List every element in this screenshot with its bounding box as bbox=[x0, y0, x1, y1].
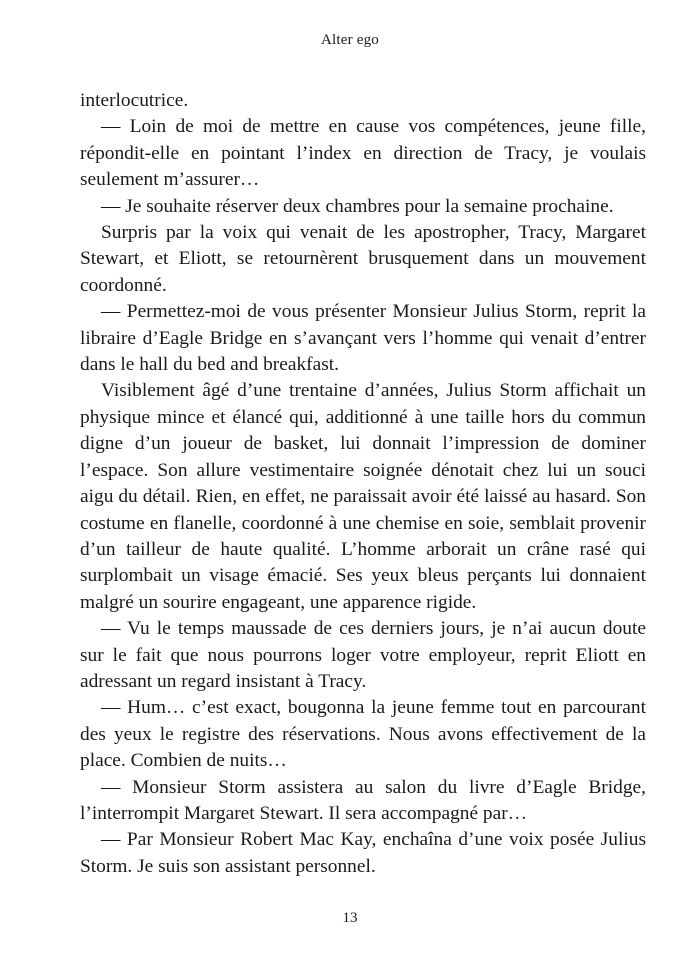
paragraph-narration: Visiblement âgé d’une trentaine d’années, Julius Storm affichait un physique mince et élancé qui, additionné à une taille hors du commun digne d’un joueur de basket, lui donnait l’impression de dominer l’espace. Son allure vestimentaire soignée dénotait chez lui un souci aigu du détail. Rien, en effet, ne paraissait avoir été laissé au hasard. Son costume en flanelle, coordonné à une chemise en soie, semblait provenir d’un tailleur de haute qualité. L’homme arborait un crâne rasé qui surplombait un visage émacié. Ses yeux bleus perçants lui donnaient malgré un sourire engageant, une apparence rigide. bbox=[80, 380, 646, 613]
paragraph-dialogue: — Permettez-moi de vous présenter Monsieur Julius Storm, reprit la libraire d’Eagle Bridge en s’avançant vers l’homme qui venait d’entrer dans le hall du bed and breakfast. bbox=[80, 301, 646, 376]
paragraph-dialogue: — Vu le temps maussade de ces derniers jours, je n’ai aucun doute sur le fait que nous pourrons loger votre employeur, reprit Eliott en adressant un regard insistant à Tracy. bbox=[80, 618, 646, 692]
paragraph-narration: Surpris par la voix qui venait de les apostropher, Tracy, Margaret Stewart, et Eliott, se retournèrent brusquement dans un mouvement coordonné. bbox=[80, 222, 646, 296]
paragraph-dialogue: — Monsieur Storm assistera au salon du livre d’Eagle Bridge, l’interrompit Margaret Stewart. Il sera accompagné par… bbox=[80, 776, 646, 824]
running-header: Alter ego bbox=[320, 32, 380, 48]
paragraph-continuation: interlocutrice. bbox=[80, 90, 189, 111]
paragraph-dialogue: — Je souhaite réserver deux chambres pour la semaine prochaine. bbox=[101, 195, 614, 217]
paragraph-dialogue: — Loin de moi de mettre en cause vos compétences, jeune fille, répondit-elle en pointant l’index en direction de Tracy, je voulais seulement m’assurer… bbox=[80, 116, 646, 191]
body-text bbox=[80, 88, 646, 880]
paragraph-dialogue: — Par Monsieur Robert Mac Kay, enchaîna d’une voix posée Julius Storm. Je suis son assistant personnel. bbox=[80, 829, 646, 877]
page-number: 13 bbox=[342, 910, 358, 926]
paragraph-dialogue: — Hum… c’est exact, bougonna la jeune femme tout en parcourant des yeux le registre des réservations. Nous avons effectivement de la place. Combien de nuits… bbox=[80, 697, 646, 772]
